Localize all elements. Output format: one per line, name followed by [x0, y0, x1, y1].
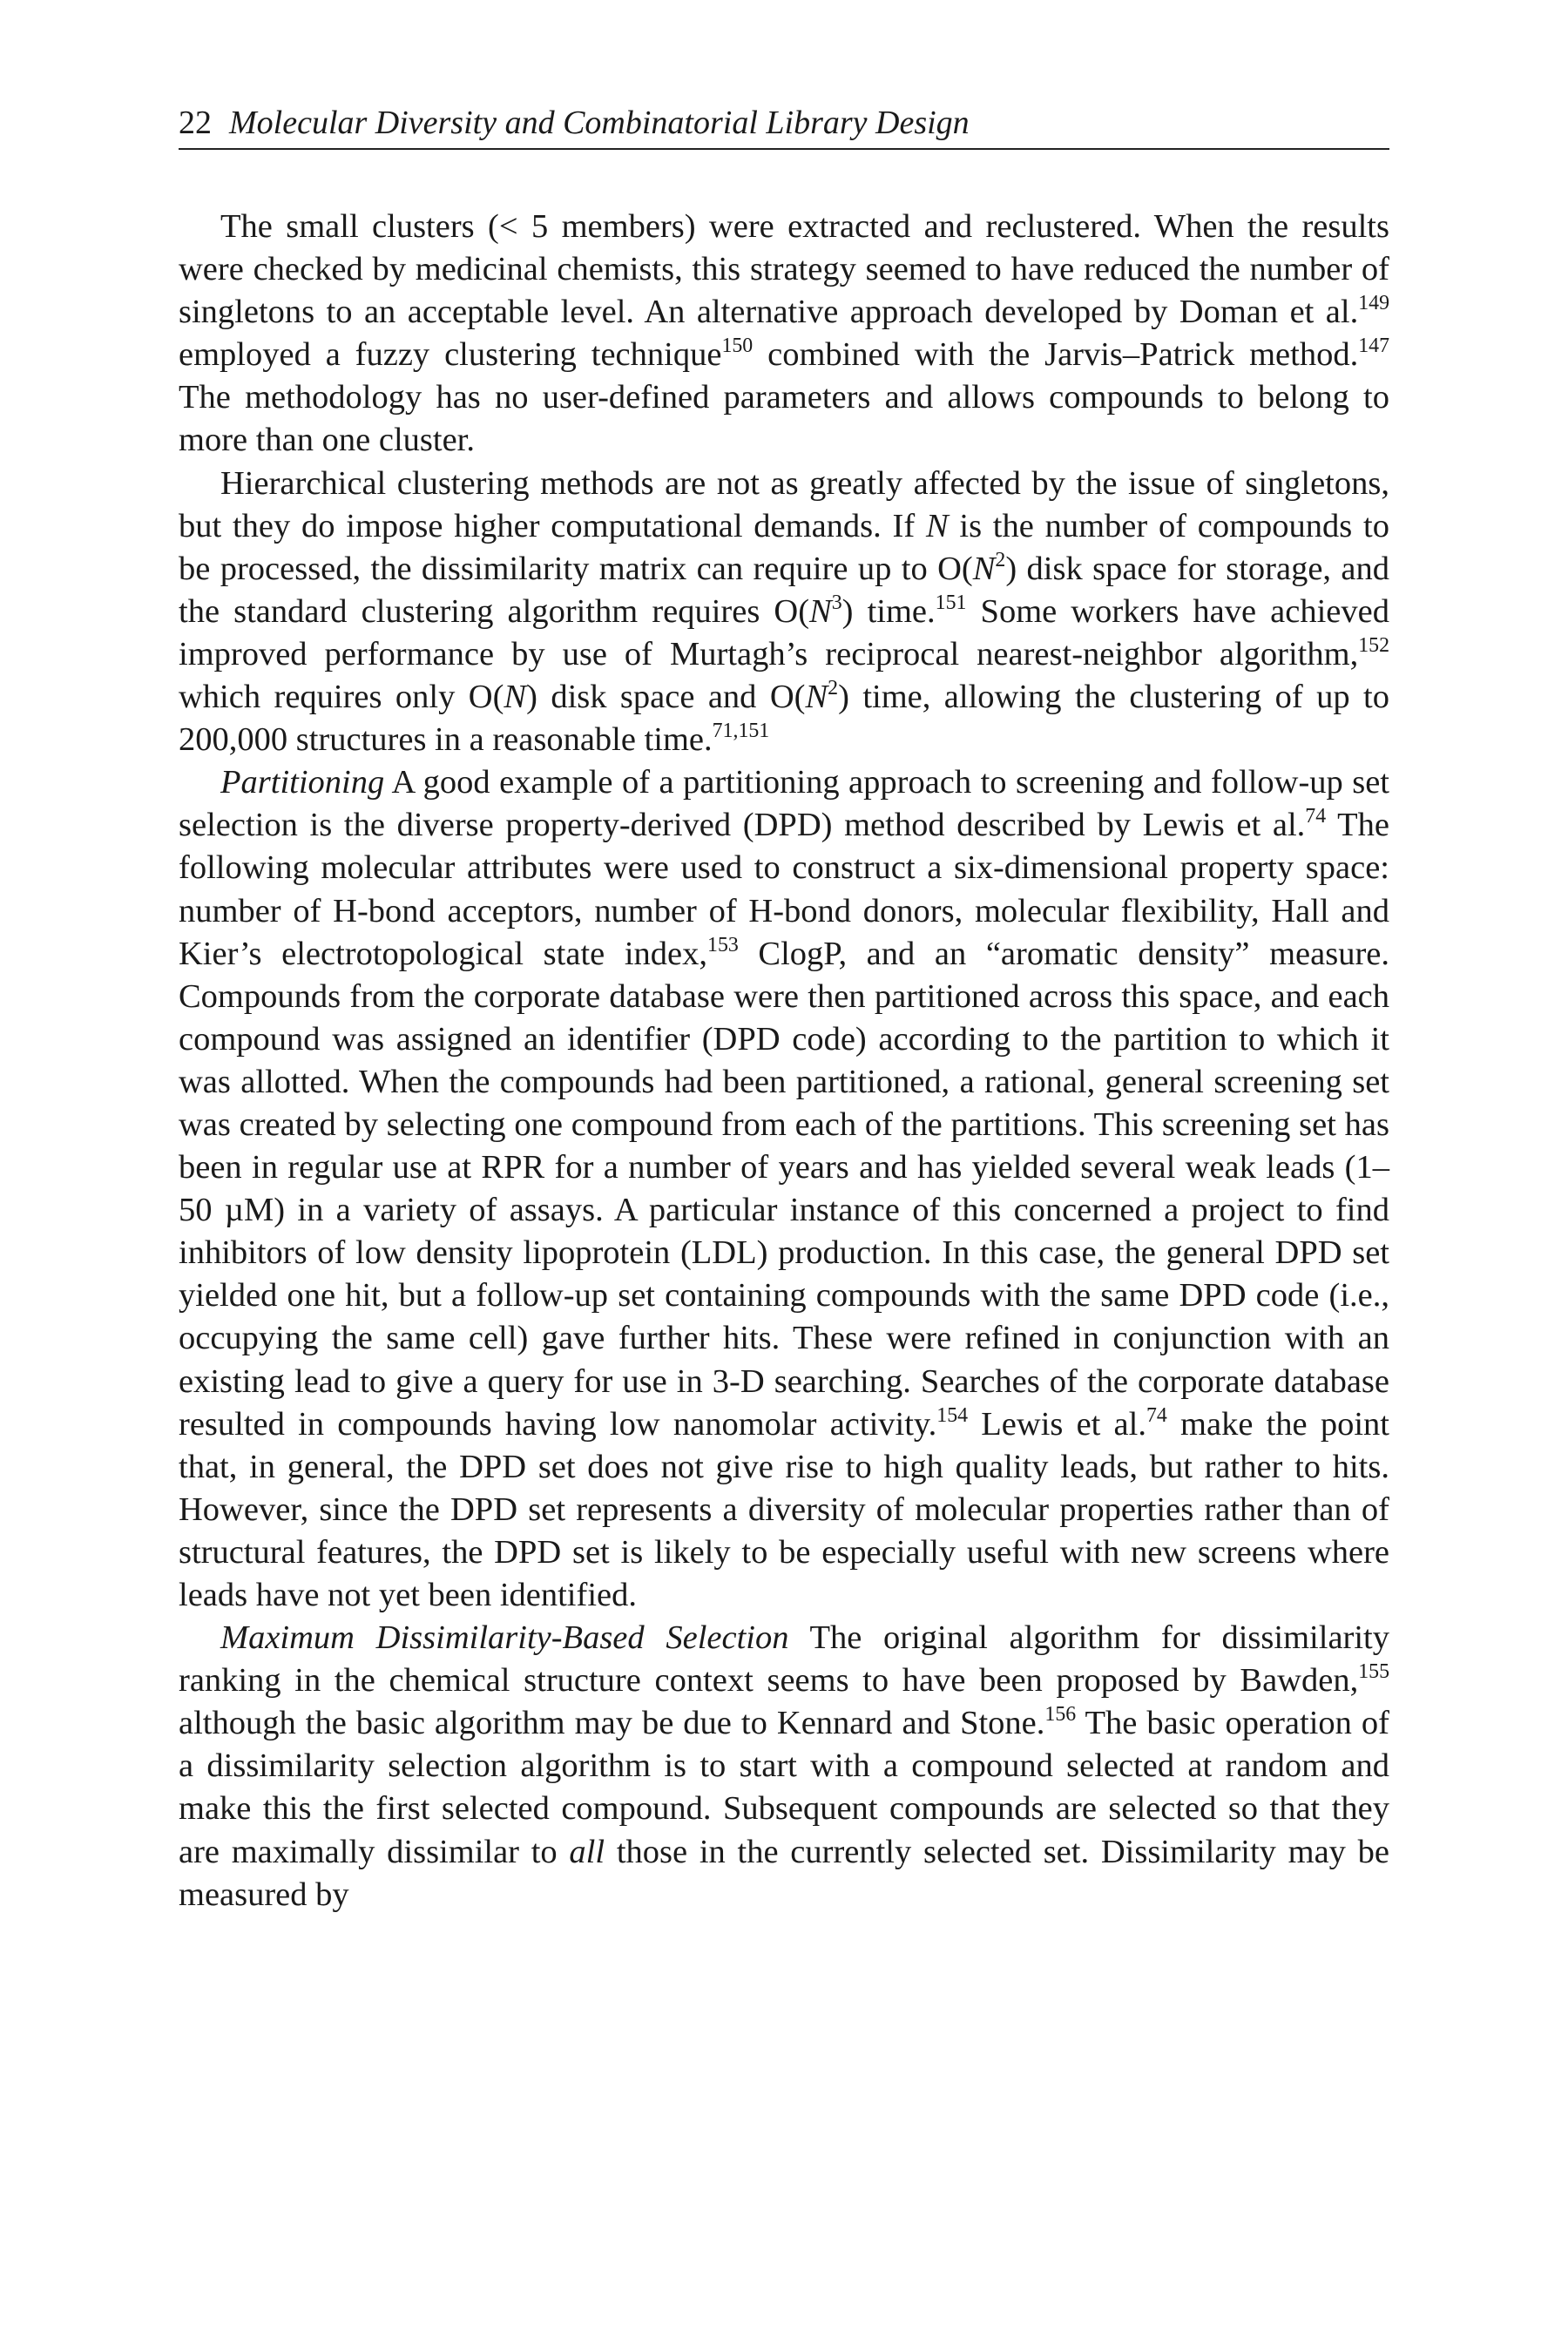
- citation-ref: 74: [1146, 1403, 1167, 1427]
- body-text: [179, 206, 1389, 1916]
- text-run: which requires only O(: [179, 679, 504, 716]
- citation-ref: 153: [707, 933, 739, 956]
- math-var: N: [925, 507, 949, 544]
- text-run: Lewis et al.: [968, 1405, 1146, 1443]
- text-run: The small clusters (< 5 members) were extracted and reclustered. When the results were checked by medicinal chemists, this strategy seemed to have reduced the number of singletons to an acceptable level. An alternative approach developed by Doman et al.: [179, 208, 1389, 331]
- text-run: ClogP, and an “aromatic density” measure. Compounds from the corporate database were then partitioned across this space, and each compound was assigned an identifier (DPD code) according to the partition to which it was allotted. When the compounds had been partitioned, a rational, general screening set was created by selecting one compound from each of the partitions. This screening set has been in regular use at RPR for a number of years and has yielded several weak leads (1–50 µM) in a variety of assays. A particular instance of this concerned a project to find inhibitors of low density lipoprotein (LDL) production. In this case, the general DPD set yielded one hit, but a follow-up set containing compounds with the same DPD code (i.e., occupying the same cell) gave further hits. These were refined in conjunction with an existing lead to give a query for use in 3-D searching. Searches of the corporate database resulted in compounds having low nanomolar activity.: [179, 935, 1390, 1443]
- text-run: ) time, allowing the clustering of up to 200,000 structures in a reasonable time.: [179, 679, 1389, 759]
- text-run: combined with the Jarvis–Patrick method.: [753, 336, 1359, 374]
- text-run: is the number of compounds to be processed, the dissimilarity matrix can require up to O(: [179, 507, 1389, 587]
- running-title: Molecular Diversity and Combinatorial Library Design: [229, 105, 970, 141]
- text-run: Hierarchical clustering methods are not as greatly affected by the issue of singletons, but they do impose higher computational demands. If: [179, 464, 1389, 544]
- exponent: 3: [831, 591, 842, 615]
- running-header: [179, 103, 1389, 143]
- text-run: employed a fuzzy clustering technique: [179, 336, 722, 374]
- page-number: 22: [179, 105, 212, 141]
- text-run: those in the currently selected set. Dissimilarity may be measured by: [179, 1833, 1389, 1913]
- text-run: make the point that, in general, the DPD set does not give rise to high quality leads, but rather to hits. However, since the DPD set represents a diversity of molecular properties rather than of structural features, the DPD set is likely to be especially useful with new screens where leads have not yet been identified.: [179, 1405, 1389, 1613]
- citation-ref: 74: [1305, 805, 1327, 828]
- citation-ref: 156: [1044, 1703, 1077, 1727]
- citation-ref: 71,151: [712, 720, 770, 743]
- math-var: N: [805, 679, 828, 716]
- emphasis: all: [569, 1833, 605, 1870]
- text-run: The basic operation of a dissimilarity selection algorithm is to start with a compound selected at random and make this the first selected compound. Subsequent compounds are selected so that they are maximally dissimilar to: [179, 1705, 1389, 1870]
- header-rule: [179, 148, 1389, 150]
- citation-ref: 155: [1358, 1660, 1389, 1684]
- citation-ref: 150: [721, 335, 754, 358]
- citation-ref: 149: [1358, 292, 1389, 315]
- paragraph-max-dissimilarity: [179, 1617, 1389, 1916]
- math-var: N: [504, 679, 527, 716]
- paragraph-hierarchical: [179, 463, 1389, 762]
- section-run-in-heading: Maximum Dissimilarity-Based Selection: [220, 1619, 789, 1657]
- text-run: Some workers have achieved improved performance by use of Murtagh’s reciprocal nearest-neighbor algorithm,: [179, 592, 1389, 672]
- text-run: ) disk space and O(: [526, 679, 806, 716]
- section-run-in-heading: Partitioning: [220, 764, 385, 801]
- exponent: 2: [828, 677, 839, 700]
- exponent: 2: [995, 548, 1006, 571]
- text-run: The methodology has no user-defined parameters and allows compounds to belong to more than one cluster.: [179, 379, 1389, 459]
- citation-ref: 147: [1358, 335, 1389, 358]
- text-run: A good example of a partitioning approach to screening and follow-up set selection is the diverse property-derived (DPD) method described by Lewis et al.: [179, 764, 1389, 844]
- text-run: ) disk space for storage, and the standard clustering algorithm requires O(: [179, 550, 1390, 630]
- math-var: N: [809, 592, 832, 630]
- paragraph-clustering: [179, 206, 1389, 463]
- math-var: N: [972, 550, 996, 587]
- text-run: The original algorithm for dissimilarity ranking in the chemical structure context seems to have been proposed by Bawden,: [179, 1619, 1389, 1700]
- paragraph-partitioning: [179, 761, 1389, 1617]
- text-run: ) time.: [841, 592, 936, 630]
- text-run: although the basic algorithm may be due to Kennard and Stone.: [179, 1705, 1045, 1742]
- citation-ref: 154: [936, 1403, 969, 1427]
- citation-ref: 152: [1358, 634, 1389, 658]
- text-run: The following molecular attributes were used to construct a six-dimensional property space: number of H-bond acceptors, number of H-bond donors, molecular flexibility, Hall and Kier’s electrotopological state index,: [179, 807, 1389, 972]
- citation-ref: 151: [935, 591, 967, 615]
